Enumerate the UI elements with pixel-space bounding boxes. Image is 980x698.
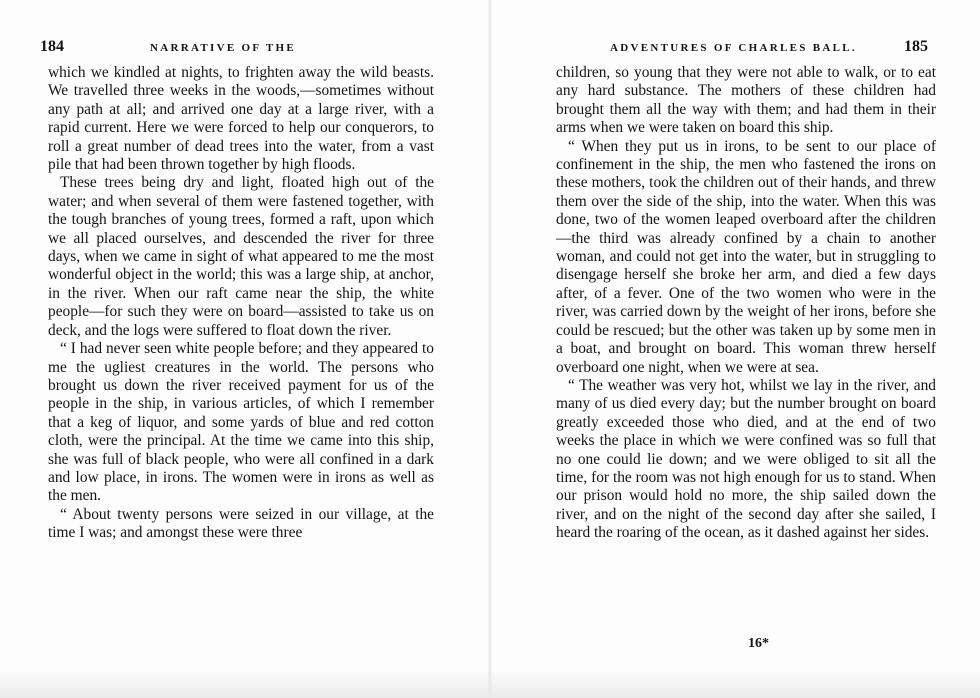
scan-shadow [0, 670, 980, 698]
right-running-head: ADVENTURES OF CHARLES BALL. [610, 42, 857, 54]
right-page [490, 0, 980, 698]
paragraph: “ The weather was very hot, whilst we lay in the river, and many of us died every day; but the number brought on board greatly exceeded those who died, and at the end of two weeks the place in which we were confined was so full that no one could lie down; and we were obliged to sit all the time, for the room was not high enough for us to stand. When our prison would hold no more, the ship sailed down the river, and on the night of the second day after she sailed, I heard the roaring of the ocean, as it dashed against her sides. [556, 376, 936, 542]
paragraph: “ I had never seen white people before; and they appeared to me the ugliest creatures in the world. The persons who brought us down the river received payment for us of the people in the ship, in various articles, of which I remember that a keg of liquor, and some yards of blue and red cotton cloth, were the principal. At the time we came into this ship, she was full of black people, who were all confined in a dark and low place, in irons. The women were in irons as well as the men. [48, 340, 434, 505]
right-page-body [556, 64, 936, 543]
paragraph: “ When they put us in irons, to be sent to our place of confinement in the ship, the men who fastened the irons on these mothers, took the children out of their hands, and threw them over the side of the ship, into the water. When this was done, two of the women leaped overboard after the children—the third was already confined by a chain to another woman, and could not get into the water, but in struggling to disengage herself she broke her arm, and died a few days after, of a fever. One of the two women who were in the river, was carried down by the weight of her irons, before she could be rescued; but the other was taken up by some men in a boat, and brought on board. This woman threw herself overboard one night, when we were at sea. [556, 137, 936, 376]
paragraph: which we kindled at nights, to frighten away the wild beasts. We travelled three weeks in the woods,—sometimes without any path at all; and arrived one day at a large river, with a rapid current. Here we were forced to help our conquerors, to roll a great number of dead trees into the water, from a vast pile that had been thrown together by high floods. [48, 64, 434, 174]
paragraph: These trees being dry and light, floated high out of the water; and when several of them were fastened together, with the tough branches of young trees, formed a raft, upon which we all placed ourselves, and descended the river for three days, when we came in sight of what appeared to me the most wonderful object in the world; this was a large ship, at anchor, in the river. When our raft came near the ship, the white people—for such they were on board—assisted to take us on deck, and the logs were suffered to float down the river. [48, 174, 434, 339]
paragraph: children, so young that they were not able to walk, or to eat any hard substance. The mothers of these children had brought them all the way with them; and had them in their arms when we were taken on board this ship. [556, 64, 936, 137]
right-page-number: 185 [904, 38, 928, 55]
left-page-number: 184 [40, 38, 64, 55]
paragraph: “ About twenty persons were seized in our village, at the time I was; and amongst these were three [48, 505, 434, 542]
left-running-head: NARRATIVE OF THE [150, 42, 296, 54]
signature-mark: 16* [748, 636, 769, 651]
left-page-body [48, 64, 434, 543]
